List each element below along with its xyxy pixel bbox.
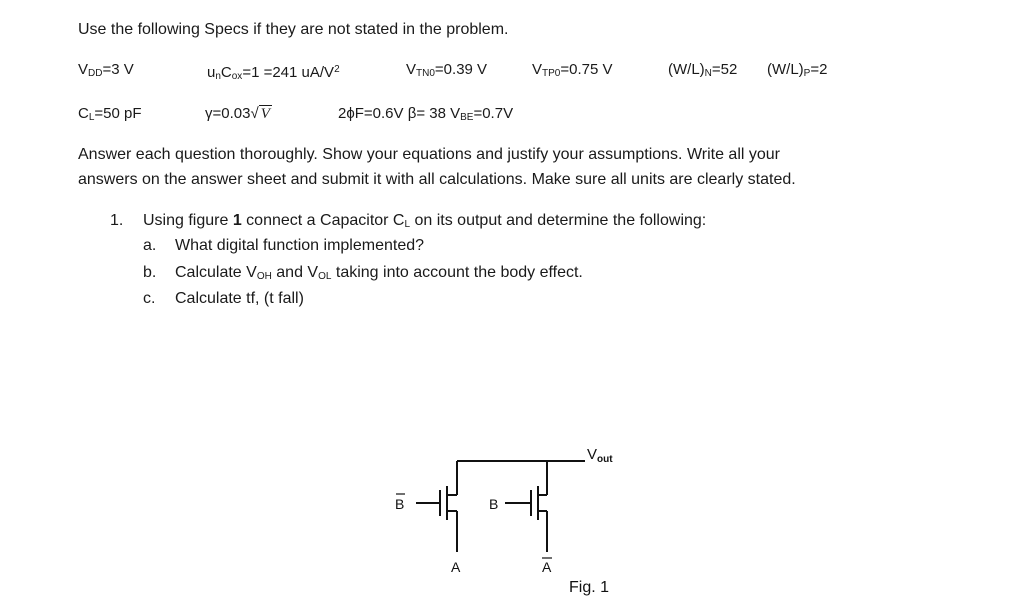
part-b-label: b. — [143, 264, 157, 281]
instructions-line-1: Answer each question thoroughly. Show your equations and justify your assumptions. Write all your — [78, 146, 780, 163]
label-b-bar: B — [395, 496, 405, 512]
sqrt-symbol-icon: √ — [250, 105, 259, 122]
part-b-text: Calculate $V_{OH}$ and $V_{OL}$ taking into account the body effect. — [175, 264, 583, 282]
part-c-label: c. — [143, 290, 156, 307]
intro-text: Use the following Specs if they are not stated in the problem. — [78, 21, 509, 38]
part-a-label: a. — [143, 237, 157, 254]
spec-uncox: $u_nC_{ox}=1 =241$ $uA/V^2$ — [207, 64, 340, 82]
spec-vtn0: $V_{TN0}=0.39$ V — [406, 61, 488, 79]
part-a-text: What digital function implemented? — [175, 237, 425, 254]
figure-caption: Fig. 1 — [569, 579, 610, 596]
spec-vtp0: $V_{TP0}=0.75$ V — [532, 61, 613, 79]
spec-wl-p: $(W/L)_P=2$ — [767, 61, 828, 79]
instructions-line-2: answers on the answer sheet and submit it with all calculations. Make sure all units are clearly stated. — [78, 171, 796, 188]
question-1-text: Using figure 1 connect a Capacitor $C_L$ on its output and determine the following: — [143, 212, 707, 230]
spec-wl-n: $(W/L)_N=52$ — [668, 61, 738, 79]
spec-gamma: γ=0.03√ V — [205, 105, 270, 122]
label-a: A — [451, 559, 461, 575]
spec-phi-beta: 2ϕF=0.6V β= 38 $V_{BE}=0.7V$ — [338, 105, 514, 123]
label-b: B — [489, 496, 499, 512]
label-a-bar: A — [542, 559, 552, 575]
spec-vdd: $V_{DD}=3$ V — [78, 61, 134, 79]
question-1-number: 1. — [110, 212, 124, 229]
label-vout: $V_{out}$ — [587, 446, 613, 465]
spec-cl: $C_L=50$ pF — [78, 105, 142, 123]
part-c-text: Calculate tf, (t fall) — [175, 290, 304, 307]
